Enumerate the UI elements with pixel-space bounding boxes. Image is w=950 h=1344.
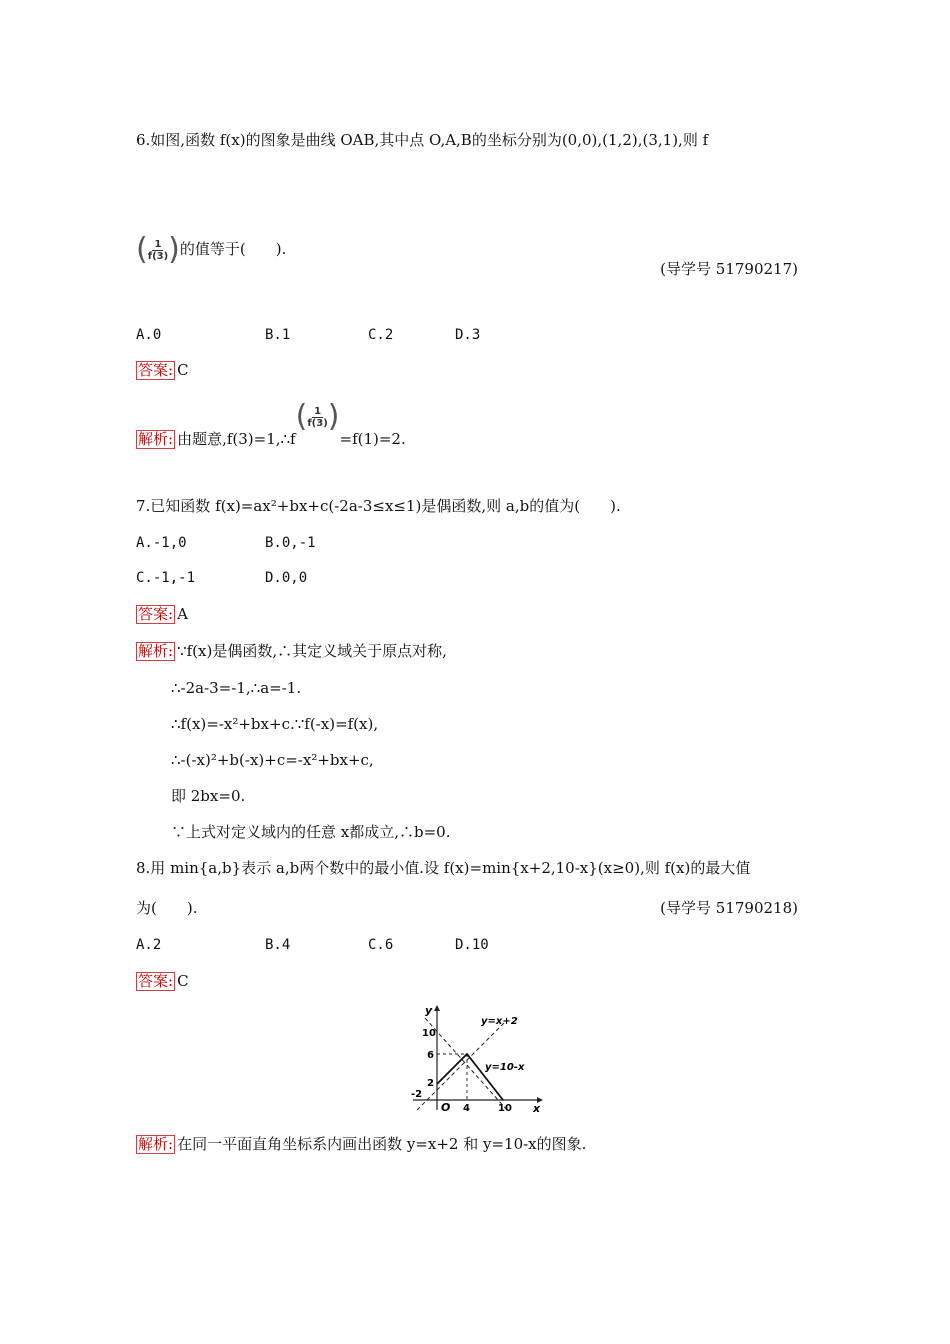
left-paren: ( <box>136 232 148 267</box>
analysis-label: 解析: <box>138 642 174 660</box>
q7-analysis-line-2: ∴-2a-3=-1,∴a=-1. <box>171 679 302 697</box>
q6-option-d: D.3 <box>455 327 481 343</box>
tick-neg-2: -2 <box>411 1089 423 1100</box>
right-paren: ) <box>327 399 340 434</box>
y-axis-arrow <box>434 1005 440 1011</box>
q6-option-a: A.0 <box>136 327 162 343</box>
q6-stem-line2: 的值等于( ). <box>179 240 287 258</box>
fraction-denominator: f(3) <box>147 250 169 262</box>
q8-stem-line1: 8.用 min{a,b}表示 a,b两个数中的最小值.设 f(x)=min{x+2,10-x}(x≥0),则 f(x)的最大值 <box>136 859 751 877</box>
answer-label: 答案: <box>138 605 174 623</box>
fraction-numerator: 1 <box>314 405 322 417</box>
left-paren: ( <box>295 399 308 434</box>
q8-graph <box>405 1002 545 1117</box>
answer-value: C <box>177 972 189 990</box>
q7-analysis-line-5: 即 2bx=0. <box>171 787 246 805</box>
q6-option-b: B.1 <box>265 327 291 343</box>
q8-ref: (导学号 51790218) <box>660 899 798 917</box>
answer-label: 答案: <box>138 972 174 990</box>
q6-answer <box>136 360 189 380</box>
q7-analysis-line-3: ∴f(x)=-x²+bx+c.∵f(-x)=f(x), <box>171 715 379 733</box>
x-axis-label: x <box>533 1102 541 1115</box>
answer-value: C <box>177 361 189 379</box>
q8-option-a: A.2 <box>136 937 162 953</box>
line2-label: y=10-x <box>485 1062 525 1073</box>
fraction-body <box>307 406 327 429</box>
q6-analysis-pre: 由题意,f(3)=1,∴f <box>177 430 296 448</box>
q8-analysis <box>136 1134 586 1154</box>
q7-analysis-line-1: ∵f(x)是偶函数,∴其定义域关于原点对称, <box>177 642 447 660</box>
right-paren: ) <box>168 232 180 267</box>
tick-x-4: 4 <box>463 1103 470 1114</box>
q8-option-d: D.10 <box>455 937 489 953</box>
q6-stem-line2-wrap <box>136 232 286 266</box>
q6-analysis-fraction <box>295 399 340 434</box>
q7-option-a: A.-1,0 <box>136 535 187 551</box>
q6-analysis-post: =f(1)=2. <box>339 430 406 448</box>
tick-x-10: 10 <box>498 1103 512 1114</box>
q7-option-b: B.0,-1 <box>265 535 316 551</box>
q7-option-c: C.-1,-1 <box>136 570 196 586</box>
origin-label: O <box>441 1101 451 1114</box>
tick-y-2: 2 <box>427 1078 434 1089</box>
q7-answer <box>136 604 188 624</box>
q8-option-c: C.6 <box>368 937 394 953</box>
q7-analysis-line-6: ∵上式对定义域内的任意 x都成立,∴b=0. <box>171 823 451 841</box>
q7-option-d: D.0,0 <box>265 570 308 586</box>
tick-y-6: 6 <box>427 1050 434 1061</box>
fraction-denominator: f(3) <box>307 417 328 429</box>
answer-value: A <box>177 605 188 623</box>
q7-stem: 7.已知函数 f(x)=ax²+bx+c(-2a-3≤x≤1)是偶函数,则 a,b的值为( ). <box>136 497 621 515</box>
q8-analysis-text: 在同一平面直角坐标系内画出函数 y=x+2 和 y=10-x的图象. <box>177 1135 587 1153</box>
q6-option-c: C.2 <box>368 327 394 343</box>
answer-label: 答案: <box>138 361 174 379</box>
analysis-label: 解析: <box>138 430 174 448</box>
q7-analysis <box>136 641 447 661</box>
q7-analysis-line-4: ∴-(-x)²+b(-x)+c=-x²+bx+c, <box>171 751 374 769</box>
q6-stem-line1: 6.如图,函数 f(x)的图象是曲线 OAB,其中点 O,A,B的坐标分别为(0,0),(1,2),(3,1),则 f <box>136 131 709 149</box>
analysis-label: 解析: <box>138 1135 174 1153</box>
tick-y-10: 10 <box>422 1028 436 1039</box>
min-function-graph <box>437 1054 503 1100</box>
q8-answer <box>136 971 189 991</box>
q6-fraction <box>136 232 180 267</box>
fraction-numerator: 1 <box>154 238 162 250</box>
y-axis-label: y <box>425 1004 433 1017</box>
q8-option-b: B.4 <box>265 937 291 953</box>
q6-ref: (导学号 51790217) <box>660 260 798 278</box>
q6-analysis <box>136 399 406 457</box>
line1-label: y=x+2 <box>481 1016 518 1027</box>
fraction-body <box>148 239 168 262</box>
q8-stem-line2: 为( ). <box>136 899 198 917</box>
